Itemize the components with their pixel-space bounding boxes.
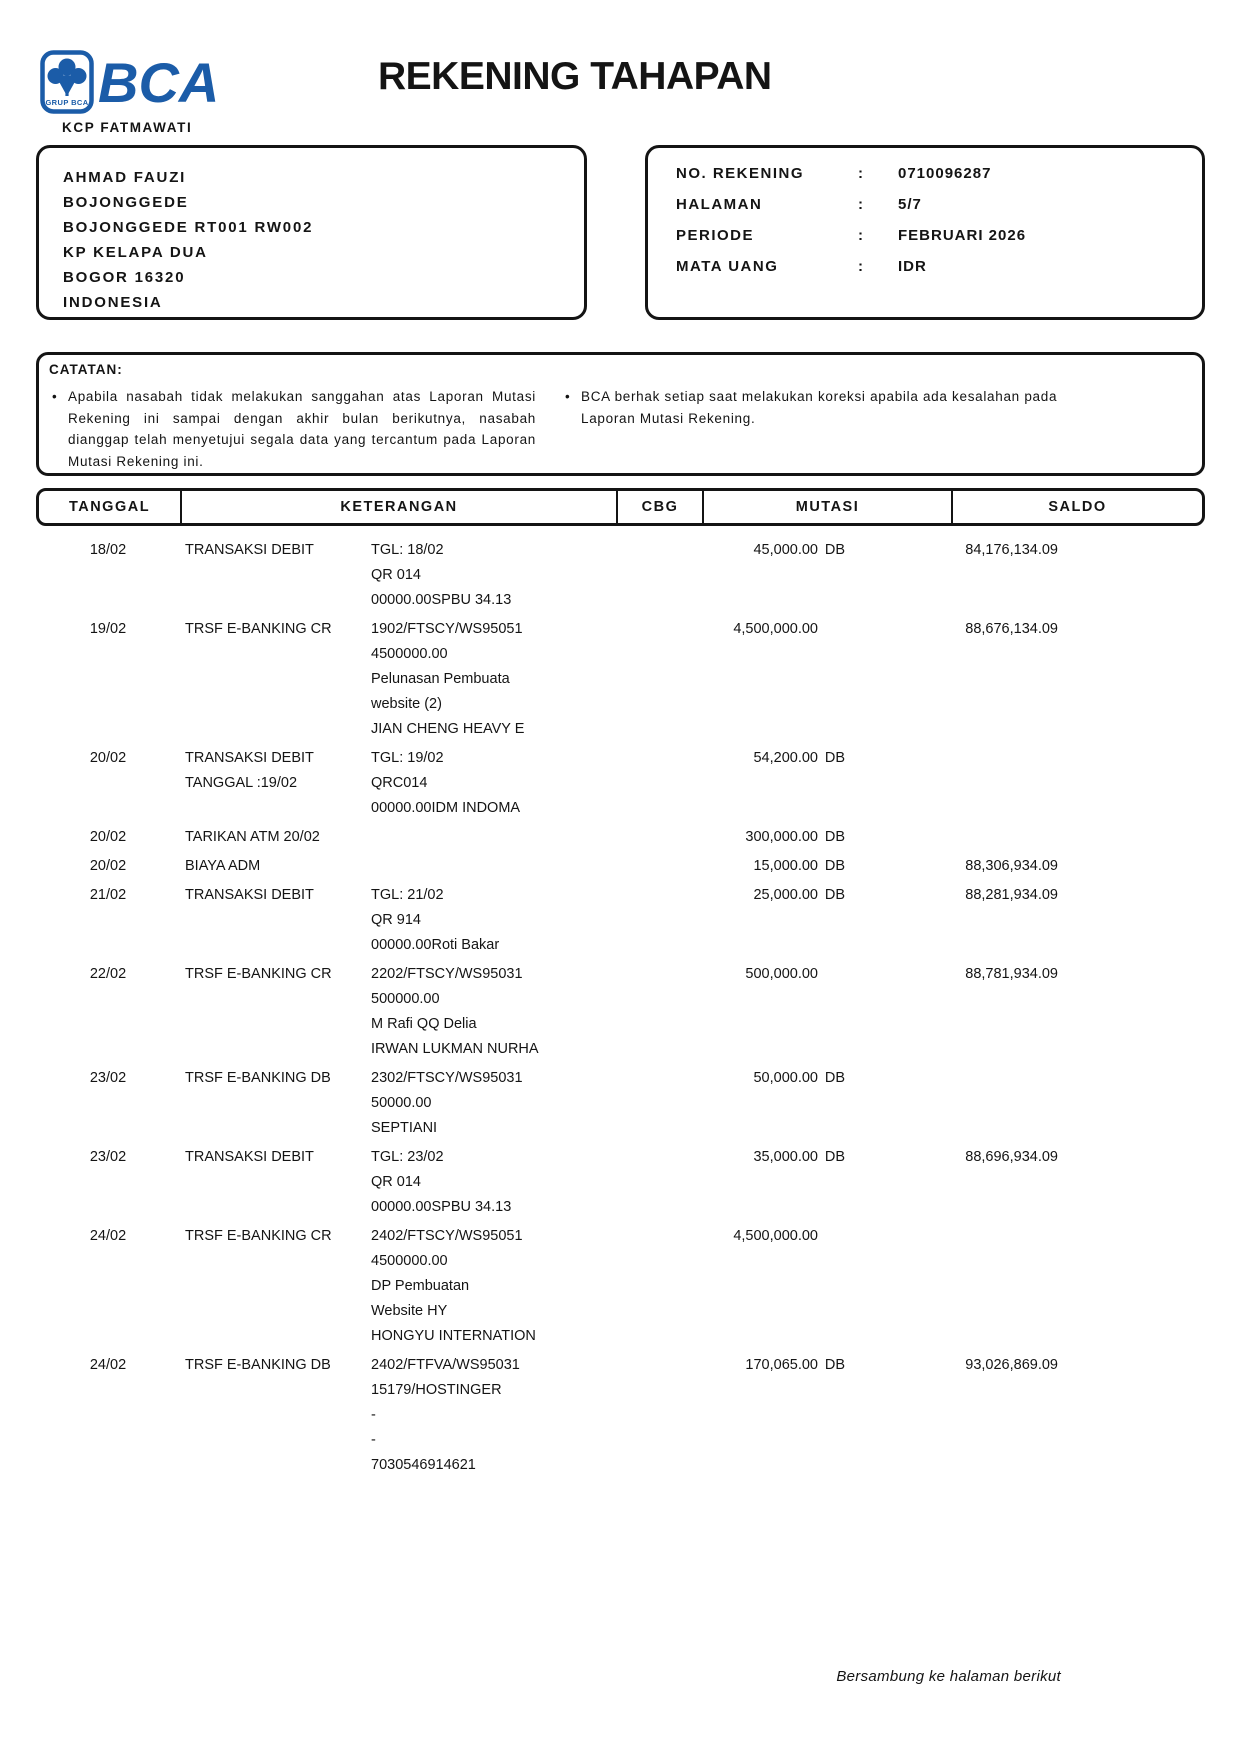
page-number-value: 5/7: [898, 196, 922, 213]
tx-amount: 54,200.00: [753, 750, 818, 766]
tx-debit-flag: DB: [824, 542, 845, 558]
column-header-tanggal: TANGGAL: [39, 491, 182, 523]
tx-type: TRANSAKSI DEBIT: [185, 1149, 314, 1165]
tx-amount: 35,000.00: [753, 1149, 818, 1165]
note-text: Apabila nasabah tidak melakukan sanggahan atas Laporan Mutasi Rekening ini sampai dengan akhir bulan berikutnya, nasabah dianggap telah menyetujui segala data yang tercantum pada Laporan Mutasi Rekening ini.: [68, 389, 536, 469]
tx-cbg: [616, 1066, 701, 1141]
tx-detail: 2302/FTSCY/WS95031 50000.00 SEPTIANI: [371, 1070, 523, 1136]
tx-cbg: [616, 825, 701, 850]
column-header-mutasi: MUTASI: [704, 491, 953, 523]
notes-title: CATATAN:: [49, 362, 123, 377]
tx-date: 20/02: [89, 829, 127, 845]
tx-cbg: [616, 1353, 701, 1478]
currency-label: MATA UANG: [676, 258, 779, 275]
tx-cbg: [616, 1224, 701, 1349]
tx-cbg: [616, 854, 701, 879]
tx-debit-flag: DB: [824, 829, 845, 845]
customer-address-box: [36, 145, 587, 320]
tx-date: 20/02: [89, 750, 127, 766]
tx-cbg: [616, 962, 701, 1062]
transaction-row: [36, 1145, 1205, 1220]
page-number-row: [648, 196, 1202, 227]
period-row: [648, 227, 1202, 258]
account-number-row: [648, 165, 1202, 196]
tx-mutasi: [701, 1353, 950, 1478]
transaction-row: [36, 538, 1205, 613]
tx-amount: 500,000.00: [745, 966, 818, 982]
tx-saldo: [950, 1066, 1205, 1141]
column-header-keterangan: KETERANGAN: [182, 491, 618, 523]
tx-saldo: 88,281,934.09: [965, 887, 1058, 903]
customer-address-line: KP KELAPA DUA: [63, 244, 208, 261]
tx-amount: 15,000.00: [753, 858, 818, 874]
tx-amount: 50,000.00: [753, 1070, 818, 1086]
tx-amount: 4,500,000.00: [733, 621, 818, 637]
tx-detail: 2202/FTSCY/WS95031 500000.00 M Rafi QQ Delia IRWAN LUKMAN NURHA: [371, 966, 539, 1057]
tx-amount: 4,500,000.00: [733, 1228, 818, 1244]
tx-saldo: 93,026,869.09: [965, 1357, 1058, 1373]
tx-type: TRSF E-BANKING CR: [185, 966, 332, 982]
tx-debit-flag: DB: [824, 1357, 845, 1373]
logo-flower-icon: [48, 59, 87, 97]
tx-cbg: [616, 746, 701, 821]
logo-brand-text: BCA: [98, 51, 220, 114]
bullet-icon: •: [565, 389, 571, 404]
tx-amount: 45,000.00: [753, 542, 818, 558]
tx-debit-flag: DB: [824, 858, 845, 874]
tx-saldo: [950, 1224, 1205, 1349]
note-item: [49, 386, 536, 472]
tx-mutasi: [701, 825, 950, 850]
transaction-row: [36, 825, 1205, 850]
tx-date: 24/02: [89, 1228, 127, 1244]
tx-detail: TGL: 21/02 QR 914 00000.00Roti Bakar: [371, 887, 500, 953]
tx-cbg: [616, 1145, 701, 1220]
account-number-label: NO. REKENING: [676, 165, 805, 182]
notes-box: [36, 352, 1205, 476]
column-header-cbg: CBG: [618, 491, 704, 523]
bca-logo-graphic: [40, 50, 225, 122]
tx-type: TRSF E-BANKING CR: [185, 1228, 332, 1244]
tx-detail: TGL: 23/02 QR 014 00000.00SPBU 34.13: [371, 1149, 512, 1215]
account-info-box: [645, 145, 1205, 320]
tx-debit-flag: DB: [824, 1070, 845, 1086]
tx-mutasi: [701, 1145, 950, 1220]
column-header-saldo: SALDO: [1048, 499, 1107, 515]
tx-mutasi: [701, 617, 950, 742]
separator: :: [858, 196, 863, 213]
tx-mutasi: [701, 883, 950, 958]
branch-name: KCP FATMAWATI: [62, 120, 193, 135]
transaction-row: [36, 1224, 1205, 1349]
bullet-icon: •: [52, 389, 58, 404]
tx-cbg: [616, 617, 701, 742]
customer-address-line: BOGOR 16320: [63, 269, 186, 286]
note-item: [562, 386, 1077, 472]
tx-debit-flag: DB: [824, 887, 845, 903]
tx-detail: 2402/FTFVA/WS95031 15179/HOSTINGER - - 7030546914621: [371, 1357, 520, 1473]
tx-type: TRANSAKSI DEBIT: [185, 542, 314, 558]
transaction-row: [36, 1353, 1205, 1478]
transaction-row: [36, 854, 1205, 879]
period-value: FEBRUARI 2026: [898, 227, 1027, 244]
tx-mutasi: [701, 1066, 950, 1141]
transactions-table-body: [36, 538, 1205, 1482]
tx-type: TRSF E-BANKING DB: [185, 1070, 331, 1086]
tx-cbg: [616, 538, 701, 613]
tx-date: 21/02: [89, 887, 127, 903]
tx-amount: 170,065.00: [745, 1357, 818, 1373]
note-text: BCA berhak setiap saat melakukan koreksi apabila ada kesalahan pada Laporan Mutasi Rekening.: [581, 389, 1058, 426]
tx-type: TRANSAKSI DEBIT: [185, 887, 314, 903]
transaction-row: [36, 962, 1205, 1062]
tx-date: 23/02: [89, 1149, 127, 1165]
customer-address-line: BOJONGGEDE RT001 RW002: [63, 219, 314, 236]
tx-mutasi: [701, 854, 950, 879]
tx-type: TRSF E-BANKING DB: [185, 1357, 331, 1373]
customer-address-line: BOJONGGEDE: [63, 194, 189, 211]
tx-mutasi: [701, 538, 950, 613]
tx-detail: [365, 854, 616, 879]
tx-saldo: 88,696,934.09: [965, 1149, 1058, 1165]
account-number-value: 0710096287: [898, 165, 992, 182]
tx-date: 18/02: [89, 542, 127, 558]
tx-amount: 300,000.00: [745, 829, 818, 845]
period-label: PERIODE: [676, 227, 755, 244]
tx-detail: [365, 825, 616, 850]
tx-detail: 1902/FTSCY/WS95051 4500000.00 Pelunasan Pembuata website (2) JIAN CHENG HEAVY E: [371, 621, 525, 737]
page-title: REKENING TAHAPAN: [378, 55, 772, 98]
tx-type: TARIKAN ATM 20/02: [185, 829, 320, 845]
tx-saldo: 88,676,134.09: [965, 621, 1058, 637]
transaction-row: [36, 746, 1205, 821]
tx-amount: 25,000.00: [753, 887, 818, 903]
logo-group-label: GRUP BCA: [45, 98, 89, 107]
tx-saldo: [950, 746, 1205, 821]
tx-type: BIAYA ADM: [185, 858, 261, 874]
tx-date: 23/02: [89, 1070, 127, 1086]
tx-date: 24/02: [89, 1357, 127, 1373]
continuation-note: Bersambung ke halaman berikut: [836, 1668, 1061, 1685]
tx-detail: 2402/FTSCY/WS95051 4500000.00 DP Pembuatan Website HY HONGYU INTERNATION: [371, 1228, 536, 1344]
tx-saldo: 88,306,934.09: [965, 858, 1058, 874]
separator: :: [858, 258, 863, 275]
tx-debit-flag: DB: [824, 750, 845, 766]
separator: :: [858, 227, 863, 244]
tx-date: 22/02: [89, 966, 127, 982]
transaction-row: [36, 1066, 1205, 1141]
currency-row: [648, 258, 1202, 289]
tx-mutasi: [701, 962, 950, 1062]
transactions-table-header: [36, 488, 1205, 526]
customer-name: AHMAD FAUZI: [63, 169, 187, 186]
tx-detail: TGL: 18/02 QR 014 00000.00SPBU 34.13: [371, 542, 512, 608]
tx-date: 19/02: [89, 621, 127, 637]
transaction-row: [36, 617, 1205, 742]
tx-mutasi: [701, 1224, 950, 1349]
tx-saldo: [950, 825, 1205, 850]
page-number-label: HALAMAN: [676, 196, 763, 213]
customer-address-line: INDONESIA: [63, 294, 163, 311]
tx-mutasi: [701, 746, 950, 821]
tx-saldo: 88,781,934.09: [965, 966, 1058, 982]
transaction-row: [36, 883, 1205, 958]
notes-columns: [49, 386, 1192, 472]
tx-saldo: 84,176,134.09: [965, 542, 1058, 558]
bca-logo: [40, 50, 225, 127]
tx-type: TRSF E-BANKING CR: [185, 621, 332, 637]
currency-value: IDR: [898, 258, 927, 275]
tx-debit-flag: DB: [824, 1149, 845, 1165]
tx-detail: TGL: 19/02 QRC014 00000.00IDM INDOMA: [371, 750, 521, 816]
tx-type: TRANSAKSI DEBIT TANGGAL :19/02: [185, 750, 314, 791]
tx-cbg: [616, 883, 701, 958]
tx-date: 20/02: [89, 858, 127, 874]
separator: :: [858, 165, 863, 182]
